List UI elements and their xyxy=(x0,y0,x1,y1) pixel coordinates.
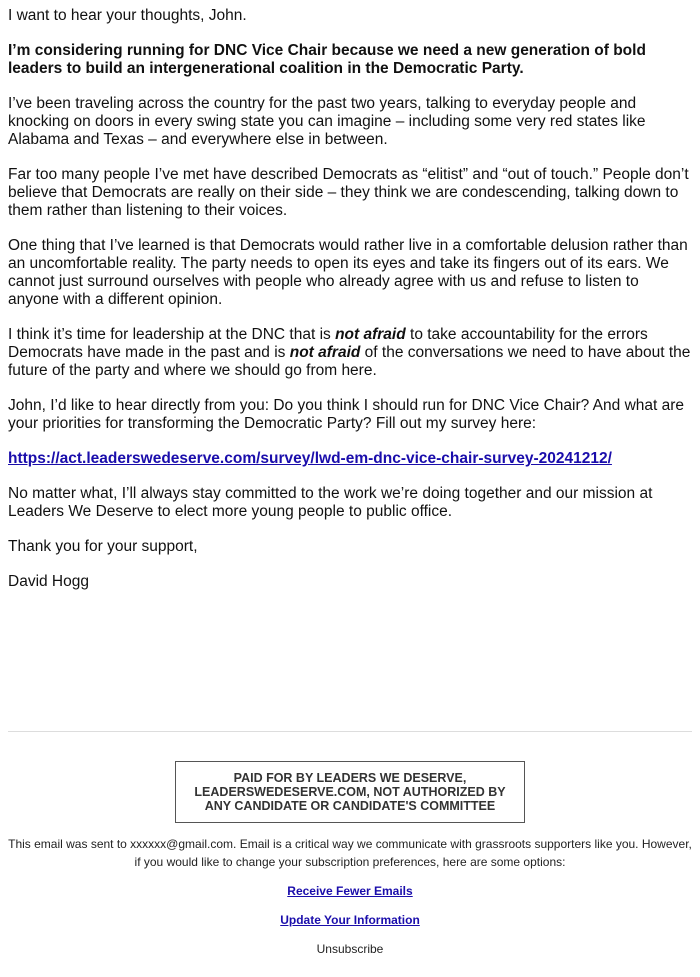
spacer xyxy=(0,608,700,731)
signature: David Hogg xyxy=(8,573,89,590)
headline: I’m considering running for DNC Vice Chair because we need a new generation of bold leaders to build an intergenerational coalition in the Democratic Party. xyxy=(8,42,646,77)
emphasis-not-afraid-1: not afraid xyxy=(335,326,406,343)
leadership-text-1: I think it’s time for leadership at the DNC that is xyxy=(8,326,336,343)
paragraph-commitment: No matter what, I’ll always stay committed to the work we’re doing together and our mission at Leaders We Deserve to elect more young people to public office. xyxy=(8,485,653,520)
greeting: I want to hear your thoughts, John. xyxy=(8,7,247,24)
footer-divider xyxy=(8,731,692,732)
paragraph-elitist: Far too many people I’ve met have described Democrats as “elitist” and “out of touch.” People don’t believe that Democrats are really on their side – they think we are condescending, talking down to them rather than listening to their voices. xyxy=(8,166,689,219)
paragraph-leadership xyxy=(8,326,692,380)
email-footer xyxy=(0,823,700,958)
survey-link-row xyxy=(8,450,692,468)
sent-to-notice: This email was sent to xxxxxx@gmail.com. Email is a critical way we communicate with grassroots supporters like you. However, if you would like to change your subscription preferences, here are some options: xyxy=(8,837,692,869)
update-information-link[interactable]: Update Your Information xyxy=(280,913,420,927)
closing-thanks: Thank you for your support, xyxy=(8,538,198,555)
leadership-text-2: to take accountability for the errors Democrats have made in the past and is xyxy=(8,326,648,361)
unsubscribe-link[interactable]: Unsubscribe xyxy=(316,942,384,956)
emphasis-not-afraid-2: not afraid xyxy=(289,344,361,361)
paragraph-survey-ask: John, I’d like to hear directly from you: Do you think I should run for DNC Vice Chair? And what are your priorities for transforming the Democratic Party? Fill out my survey here: xyxy=(8,397,685,432)
survey-link[interactable]: https://act.leaderswedeserve.com/survey/lwd-em-dnc-vice-chair-survey-20241212/ xyxy=(8,450,612,467)
paragraph-delusion: One thing that I’ve learned is that Democrats would rather live in a comfortable delusion rather than an uncomfortable reality. The party needs to open its eyes and take its fingers out of its ears. We cannot just surround ourselves with people who already agree with us and refuse to listen to anyone with a different opinion. xyxy=(8,237,688,308)
leadership-text-3: of the conversations we need to have about the future of the party and where we should go from here. xyxy=(8,344,691,379)
paid-for-disclaimer: PAID FOR BY LEADERS WE DESERVE, LEADERSWEDESERVE.COM, NOT AUTHORIZED BY ANY CANDIDATE OR CANDIDATE'S COMMITTEE xyxy=(175,761,525,823)
receive-fewer-emails-link[interactable]: Receive Fewer Emails xyxy=(287,884,413,898)
paragraph-travel: I’ve been traveling across the country for the past two years, talking to everyday people and knocking on doors in every swing state you can imagine – including some very red states like Alabama and Texas – and everywhere else in between. xyxy=(8,95,646,148)
